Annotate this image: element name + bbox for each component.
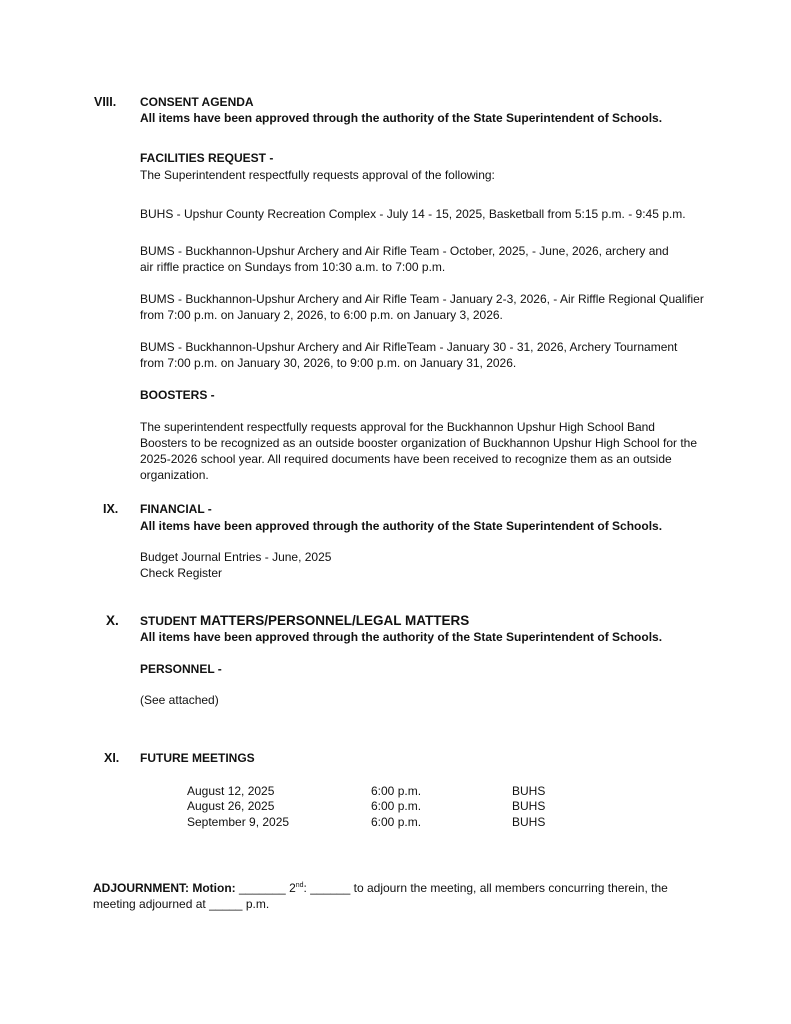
section-number-x <box>106 613 119 629</box>
adjournment-line-1 <box>93 880 668 896</box>
financial-item: Budget Journal Entries - June, 2025 <box>140 550 332 564</box>
pm-text: p.m. <box>245 897 270 911</box>
facility-item: BUMS - Buckhannon-Upshur Archery and Air Rifle Team - January 2-3, 2026, - Air Riffle Regional Qualifier <box>140 292 704 306</box>
meeting-date: September 9, 2025 <box>187 815 290 829</box>
student-title-rest: MATTERS/PERSONNEL/LEGAL MATTERS <box>200 613 470 628</box>
second-label-colon: : <box>303 881 307 895</box>
second-label-number: 2 <box>289 881 296 895</box>
financial-title: FINANCIAL - <box>140 502 212 516</box>
meeting-place: BUHS <box>512 784 546 798</box>
section-number-x-text: X. <box>106 613 119 628</box>
meeting-place: BUHS <box>512 799 546 813</box>
second-blank: ______ <box>310 881 351 895</box>
student-matters-title <box>140 613 469 629</box>
meeting-time: 6:00 p.m. <box>371 784 422 798</box>
facility-item: BUHS - Upshur County Recreation Complex - July 14 - 15, 2025, Basketball from 5:15 p.m. - 9:45 p.m. <box>140 207 686 221</box>
meeting-date: August 26, 2025 <box>187 799 275 813</box>
personnel-heading: PERSONNEL - <box>140 662 222 676</box>
financial-item: Check Register <box>140 566 223 580</box>
boosters-text-line: Boosters to be recognized as an outside booster organization of Buckhannon Upshur High School for the <box>140 436 698 450</box>
facility-item-continued: air riffle practice on Sundays from 10:30 a.m. to 7:00 p.m. <box>140 260 446 274</box>
facility-item-continued: from 7:00 p.m. on January 30, 2026, to 9:00 p.m. on January 31, 2026. <box>140 356 517 370</box>
adjournment-text: to adjourn the meeting, all members concurring therein, the <box>353 881 668 895</box>
section-number-xi: XI. <box>104 751 120 765</box>
meeting-place: BUHS <box>512 815 546 829</box>
consent-approval-text: All items have been approved through the authority of the State Superintendent of Schools. <box>140 111 663 125</box>
section-number-ix: IX. <box>103 502 119 516</box>
consent-agenda-title: CONSENT AGENDA <box>140 95 254 109</box>
facility-item: BUMS - Buckhannon-Upshur Archery and Air Rifle Team - October, 2025, - June, 2026, archery and <box>140 244 669 258</box>
boosters-text-line: 2025-2026 school year. All required documents have been received to recognize them as an outside <box>140 452 672 466</box>
facility-item: BUMS - Buckhannon-Upshur Archery and Air RifleTeam - January 30 - 31, 2026, Archery Tournament <box>140 340 678 354</box>
student-approval-text: All items have been approved through the authority of the State Superintendent of Schools. <box>140 630 663 644</box>
facility-item-continued: from 7:00 p.m. on January 2, 2026, to 6:00 p.m. on January 3, 2026. <box>140 308 503 322</box>
motion-blank: _______ <box>239 881 286 895</box>
boosters-text-line: organization. <box>140 468 209 482</box>
boosters-text-line: The superintendent respectfully requests approval for the Buckhannon Upshur High School Band <box>140 420 655 434</box>
second-label-sup: nd <box>295 882 304 889</box>
financial-approval-text: All items have been approved through the authority of the State Superintendent of Schools. <box>140 519 663 533</box>
meeting-time: 6:00 p.m. <box>371 799 422 813</box>
personnel-note: (See attached) <box>140 693 219 707</box>
time-blank: _____ <box>209 897 243 911</box>
meeting-date: August 12, 2025 <box>187 784 275 798</box>
boosters-heading: BOOSTERS - <box>140 388 215 402</box>
student-title-prefix: STUDENT <box>140 614 200 628</box>
adjournment-label: ADJOURNMENT: Motion: <box>93 881 236 895</box>
future-meetings-title: FUTURE MEETINGS <box>140 751 255 765</box>
meetings-table <box>0 783 791 833</box>
adjourned-at-text: meeting adjourned at <box>93 897 206 911</box>
adjournment-line-2 <box>93 896 269 912</box>
facilities-intro: The Superintendent respectfully requests approval of the following: <box>140 168 495 182</box>
meeting-time: 6:00 p.m. <box>371 815 422 829</box>
facilities-request-heading: FACILITIES REQUEST - <box>140 151 274 165</box>
section-number-viii: VIII. <box>94 95 117 109</box>
second-label <box>289 881 307 895</box>
